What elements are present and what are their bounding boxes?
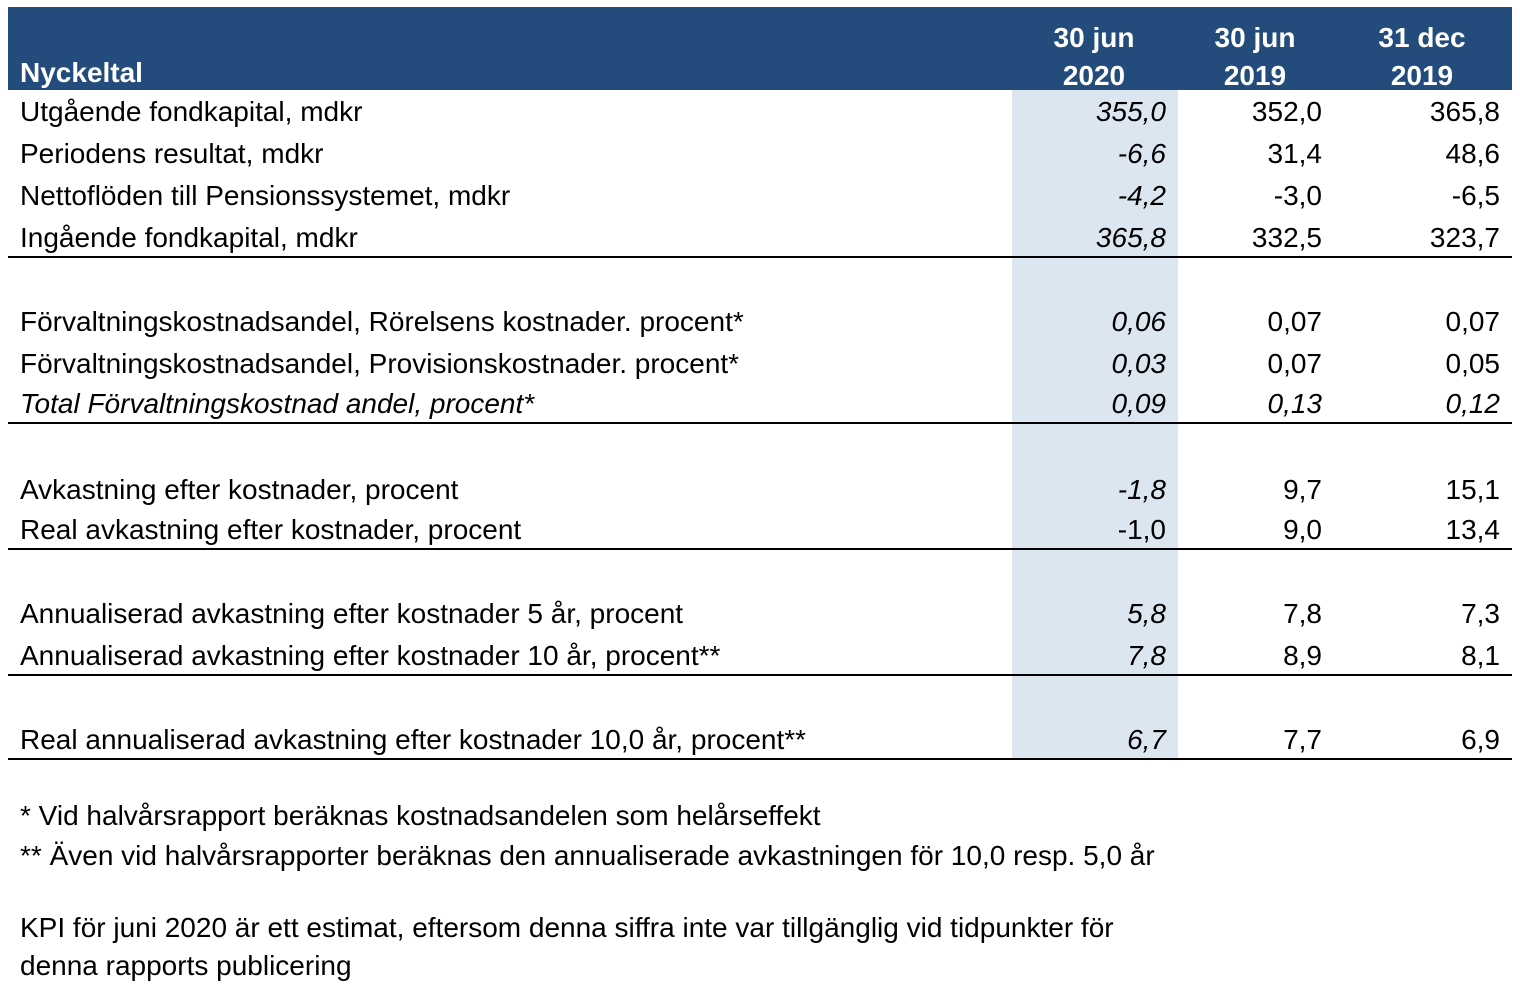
header-col-dec-2019 <box>1342 19 1502 95</box>
header-col-3-line2: 2019 <box>1390 60 1454 91</box>
header-label: Nyckeltal <box>20 57 143 88</box>
header-col-3-line1: 31 dec <box>1378 22 1466 53</box>
header-col-1-line2: 2020 <box>1062 60 1126 91</box>
value-dec-2019: 8,1 <box>1461 640 1500 671</box>
row-label: Avkastning efter kostnader, procent <box>20 474 459 505</box>
table-row-total <box>0 384 1520 424</box>
value-jun-2019: 0,07 <box>1267 306 1322 337</box>
section-divider <box>8 674 1512 676</box>
footnote-kpi-line1: KPI för juni 2020 är ett estimat, eftersom denna siffra inte var tillgänglig vid tidpunkter för <box>20 912 1114 943</box>
header-col-jun-2019 <box>1175 19 1335 95</box>
table-row <box>0 218 1520 258</box>
table-row <box>0 636 1520 676</box>
value-jun-2019: -3,0 <box>1273 180 1322 211</box>
footnote-cost-share: * Vid halvårsrapport beräknas kostnadsandelen som helårseffekt <box>20 800 821 831</box>
value-dec-2019: -6,5 <box>1451 180 1500 211</box>
table-header <box>8 7 1512 90</box>
value-jun-2019: 7,7 <box>1283 724 1322 755</box>
value-jun-2020: -1,8 <box>1117 474 1166 505</box>
value-jun-2019: 7,8 <box>1283 598 1322 629</box>
table-row <box>0 510 1520 550</box>
row-label: Förvaltningskostnadsandel, Rörelsens kostnader. procent* <box>20 306 744 337</box>
header-col-2-line2: 2019 <box>1223 60 1287 91</box>
section-divider <box>8 422 1512 424</box>
value-jun-2020: 365,8 <box>1095 222 1166 253</box>
value-dec-2019: 7,3 <box>1461 598 1500 629</box>
value-jun-2019: 0,13 <box>1267 388 1322 419</box>
value-jun-2019: 9,7 <box>1283 474 1322 505</box>
value-jun-2020: 0,03 <box>1111 348 1166 379</box>
value-jun-2019: 332,5 <box>1251 222 1322 253</box>
row-label: Annualiserad avkastning efter kostnader 5 år, procent <box>20 598 684 629</box>
row-label: Periodens resultat, mdkr <box>20 138 324 169</box>
value-jun-2019: 9,0 <box>1283 514 1322 545</box>
value-jun-2019: 0,07 <box>1267 348 1322 379</box>
footnote-kpi-line2: denna rapports publicering <box>20 950 352 981</box>
value-jun-2020: 7,8 <box>1127 640 1166 671</box>
row-label: Annualiserad avkastning efter kostnader 10 år, procent** <box>20 640 721 671</box>
header-col-jun-2020 <box>1014 19 1174 95</box>
value-jun-2020: -1,0 <box>1117 514 1166 545</box>
value-dec-2019: 323,7 <box>1429 222 1500 253</box>
value-jun-2019: 8,9 <box>1283 640 1322 671</box>
footnote-annualized: ** Även vid halvårsrapporter beräknas den annualiserade avkastningen för 10,0 resp. 5,0 år <box>20 840 1155 871</box>
table-row <box>0 176 1520 216</box>
table-row <box>0 344 1520 384</box>
row-label: Nettoflöden till Pensionssystemet, mdkr <box>20 180 511 211</box>
value-jun-2019: 31,4 <box>1267 138 1322 169</box>
section-divider <box>8 256 1512 258</box>
value-jun-2020: -6,6 <box>1117 138 1166 169</box>
table-row <box>0 720 1520 760</box>
table-row <box>0 92 1520 132</box>
value-dec-2019: 6,9 <box>1461 724 1500 755</box>
table-row <box>0 302 1520 342</box>
table-row <box>0 594 1520 634</box>
value-dec-2019: 15,1 <box>1445 474 1500 505</box>
value-jun-2020: 0,06 <box>1111 306 1166 337</box>
value-dec-2019: 0,12 <box>1445 388 1500 419</box>
section-divider <box>8 758 1512 760</box>
value-jun-2020: 6,7 <box>1127 724 1166 755</box>
header-col-1-line1: 30 jun <box>1053 22 1135 53</box>
row-label: Total Förvaltningskostnad andel, procent* <box>20 388 535 419</box>
section-divider <box>8 548 1512 550</box>
value-jun-2020: -4,2 <box>1117 180 1166 211</box>
value-dec-2019: 48,6 <box>1445 138 1500 169</box>
row-label: Real avkastning efter kostnader, procent <box>20 514 522 545</box>
value-jun-2019: 352,0 <box>1251 96 1322 127</box>
table-row <box>0 134 1520 174</box>
value-jun-2020: 0,09 <box>1111 388 1166 419</box>
value-dec-2019: 0,07 <box>1445 306 1500 337</box>
table-row <box>0 470 1520 510</box>
row-label: Utgående fondkapital, mdkr <box>20 96 363 127</box>
value-dec-2019: 13,4 <box>1445 514 1500 545</box>
row-label: Ingående fondkapital, mdkr <box>20 222 358 253</box>
value-jun-2020: 5,8 <box>1127 598 1166 629</box>
row-label: Förvaltningskostnadsandel, Provisionskostnader. procent* <box>20 348 740 379</box>
value-jun-2020: 355,0 <box>1095 96 1166 127</box>
value-dec-2019: 0,05 <box>1445 348 1500 379</box>
header-col-2-line1: 30 jun <box>1214 22 1296 53</box>
value-dec-2019: 365,8 <box>1429 96 1500 127</box>
row-label: Real annualiserad avkastning efter kostnader 10,0 år, procent** <box>20 724 807 755</box>
